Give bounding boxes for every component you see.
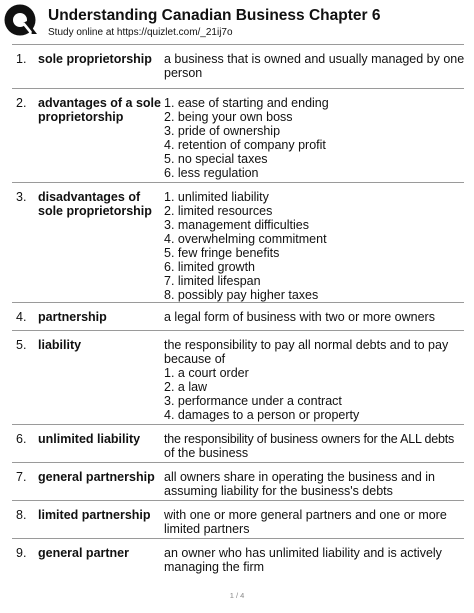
term-line: partnership [38,310,107,324]
definition-line: 1. a court order [164,366,249,380]
term-text [38,546,164,560]
term-line: sole proprietorship [38,204,152,218]
definition-line: the responsibility to pay all normal debts and to pay [164,338,449,352]
definition-line: 6. less regulation [164,166,259,180]
definition-text [164,52,465,80]
term-line: proprietorship [38,110,124,124]
term-number: 2. [16,96,27,110]
definition-text [164,470,462,498]
term-text [38,190,164,218]
definition-line: 4. overwhelming commitment [164,232,327,246]
definition-line: 5. few fringe benefits [164,246,280,260]
quizlet-logo-icon [4,4,38,38]
page-number: 1 / 4 [229,591,245,600]
definition-line: all owners share in operating the business and in [164,470,436,484]
term-line: sole proprietorship [38,52,152,66]
term-text [38,52,164,66]
definition-line: 7. limited lifespan [164,274,261,288]
definition-text [164,310,462,324]
definition-line: the responsibility of business owners for the ALL debts [164,432,455,446]
definition-line: limited partners [164,522,250,536]
term-line: limited partnership [38,508,151,522]
definition-line: 2. a law [164,380,208,394]
definition-line: a business that is owned and usually managed by one [164,52,465,66]
term-number: 9. [16,546,27,560]
term-line: general partner [38,546,130,560]
definition-line: 4. damages to a person or property [164,408,360,422]
definition-text [164,508,462,536]
definition-line: person [164,66,203,80]
term-text [38,338,164,352]
definition-line: 1. ease of starting and ending [164,96,329,110]
definition-line: 3. performance under a contract [164,394,342,408]
definition-line: 1. unlimited liability [164,190,269,204]
term-row [12,182,464,303]
term-number: 8. [16,508,27,522]
definition-line: with one or more general partners and one or more [164,508,447,522]
term-row [12,88,464,183]
term-number: 1. [16,52,27,66]
definition-line: managing the firm [164,560,265,574]
definition-line: 2. being your own boss [164,110,293,124]
term-row [12,462,464,501]
definition-line: 3. pride of ownership [164,124,281,138]
definition-line: 3. management difficulties [164,218,309,232]
term-text [38,310,164,324]
page-header [0,0,474,44]
term-row [12,500,464,539]
term-number: 4. [16,310,27,324]
term-line: unlimited liability [38,432,141,446]
definition-text [164,432,462,460]
definition-line: 2. limited resources [164,204,273,218]
definition-line: 5. no special taxes [164,152,268,166]
definition-text [164,190,462,302]
term-line: liability [38,338,82,352]
term-row [12,424,464,463]
definition-line: 4. retention of company profit [164,138,326,152]
term-number: 6. [16,432,27,446]
term-number: 5. [16,338,27,352]
definition-text [164,96,462,180]
term-text [38,508,164,522]
page-title: Understanding Canadian Business Chapter 6 [48,7,381,24]
definition-line: 8. possibly pay higher taxes [164,288,319,302]
definition-line: a legal form of business with two or more owners [164,310,435,324]
definition-line: assuming liability for the business's debts [164,484,393,498]
term-row [12,330,464,425]
term-text [38,470,164,484]
term-text [38,96,164,124]
definition-line: an owner who has unlimited liability and is actively [164,546,442,560]
definition-text [164,546,462,574]
term-text [38,432,164,446]
definition-line: of the business [164,446,249,460]
term-number: 7. [16,470,27,484]
term-line: general partnership [38,470,155,484]
term-row [12,44,464,89]
term-number: 3. [16,190,27,204]
term-line: advantages of a sole [38,96,161,110]
definition-text [164,338,462,422]
definition-line: 6. limited growth [164,260,256,274]
term-row [12,538,464,583]
definition-line: because of [164,352,226,366]
term-row [12,302,464,331]
term-line: disadvantages of [38,190,141,204]
study-online-link[interactable]: Study online at https://quizlet.com/_21ij7o [48,27,233,38]
